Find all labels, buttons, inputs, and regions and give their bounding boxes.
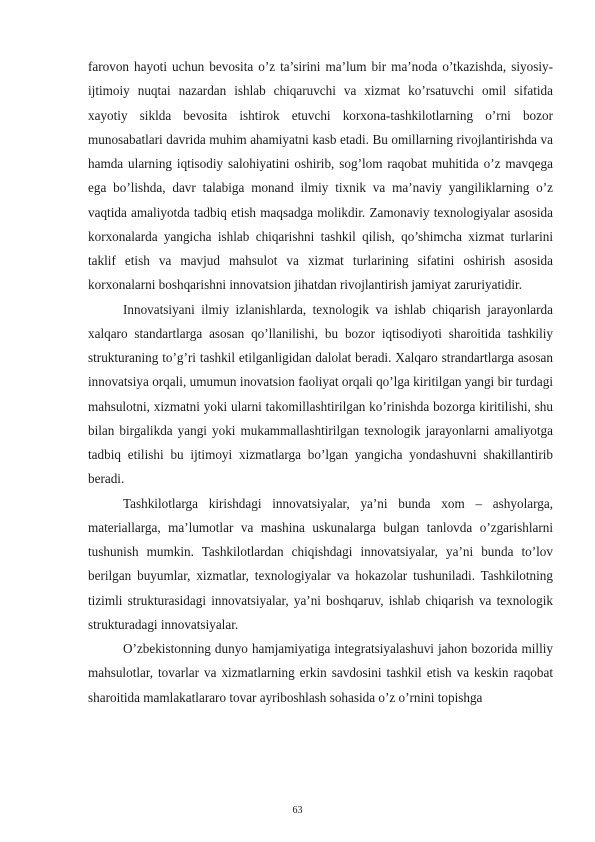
paragraph-innovation-standards: Innovatsiyani ilmiy izlanishlarda, texnologik va ishlab chiqarish jarayonlarda xalqaro standartlarga asosan qo’llanilishi, bu bozor iqtisodiyoti sharoitida tashkiliy strukturaning to’g’ri tashkil etilganligidan dalolat beradi. Xalqaro strandartlarga asosan innovatsiya orqali, umumun inovatsion faoliyat orqali qo’lga kiritilgan yangi bir turdagi mahsulotni, xizmatni yoki ularni takomillashtirilgan ko’rinishda bozorga kiritilishi, shu bilan birgalikda yangi yoki mukammallashtirilgan texnologik jarayonlarni amaliyotga tadbiq etilishi bu ijtimoyi xizmatlarga bo’lgan yangicha yondashuvni shakillantirib beradi. (88, 301, 553, 487)
page-body (88, 55, 553, 710)
paragraph-organization-innovations: Tashkilotlarga kirishdagi innovatsiyalar, ya’ni bunda xom – ashyolarga, materiallarga, ma’lumotlar va mashina uskunalarga bulgan tanlovda o’zgarishlarni tushunish mumkin. Tashkilotlardan chiqishdagi innovatsiyalar, ya’ni bunda to’lov berilgan buyumlar, xizmatlar, texnologiyalar va hokazolar tushuniladi. Tashkilotning tizimli strukturasidagi innovatsiyalar, ya’ni boshqaruv, ishlab chiqarish va texnologik strukturadagi innovatsiyalar. (88, 495, 553, 632)
paragraph-continued: farovon hayoti uchun bevosita o’z ta’sirini ma’lum bir ma’noda o’tkazishda, siyosiy-ijtimoiy nuqtai nazardan ishlab chiqaruvchi va xizmat ko’rsatuvchi omil sifatida xayotiy siklda bevosita ishtirok etuvchi korxona-tashkilotlarning o’rni bozor munosabatlari davrida muhim ahamiyatni kasb etadi. Bu omillarning rivojlantirishda va hamda ularning iqtisodiy salohiyatini oshirib, sog’lom raqobat muhitida o’z mavqega ega bo’lishda, davr talabiga monand ilmiy tixnik va ma’naviy yangiliklarning o’z vaqtida amaliyotda tadbiq etish maqsadga molikdir. Zamonaviy texnologiyalar asosida korxonalarda yangicha ishlab chiqarishni tashkil qilish, qo’shimcha xizmat turlarini taklif etish va mavjud mahsulot va xizmat turlarining sifatini oshirish asosida korxonalarni boshqarishni innovatsion jihatdan rivojlantirish jamiyat zaruriyatidir. (88, 59, 553, 293)
paragraph-uzbekistan-integration: O’zbekistonning dunyo hamjamiyatiga integratsiyalashuvi jahon bozorida milliy mahsulotlar, tovarlar va xizmatlarning erkin savdosini tashkil etish va keskin raqobat sharoitida mamlakatlararo tovar ayriboshlash sohasida o’z o’rnini topishga (88, 641, 553, 705)
page-number: 63 (292, 805, 303, 816)
